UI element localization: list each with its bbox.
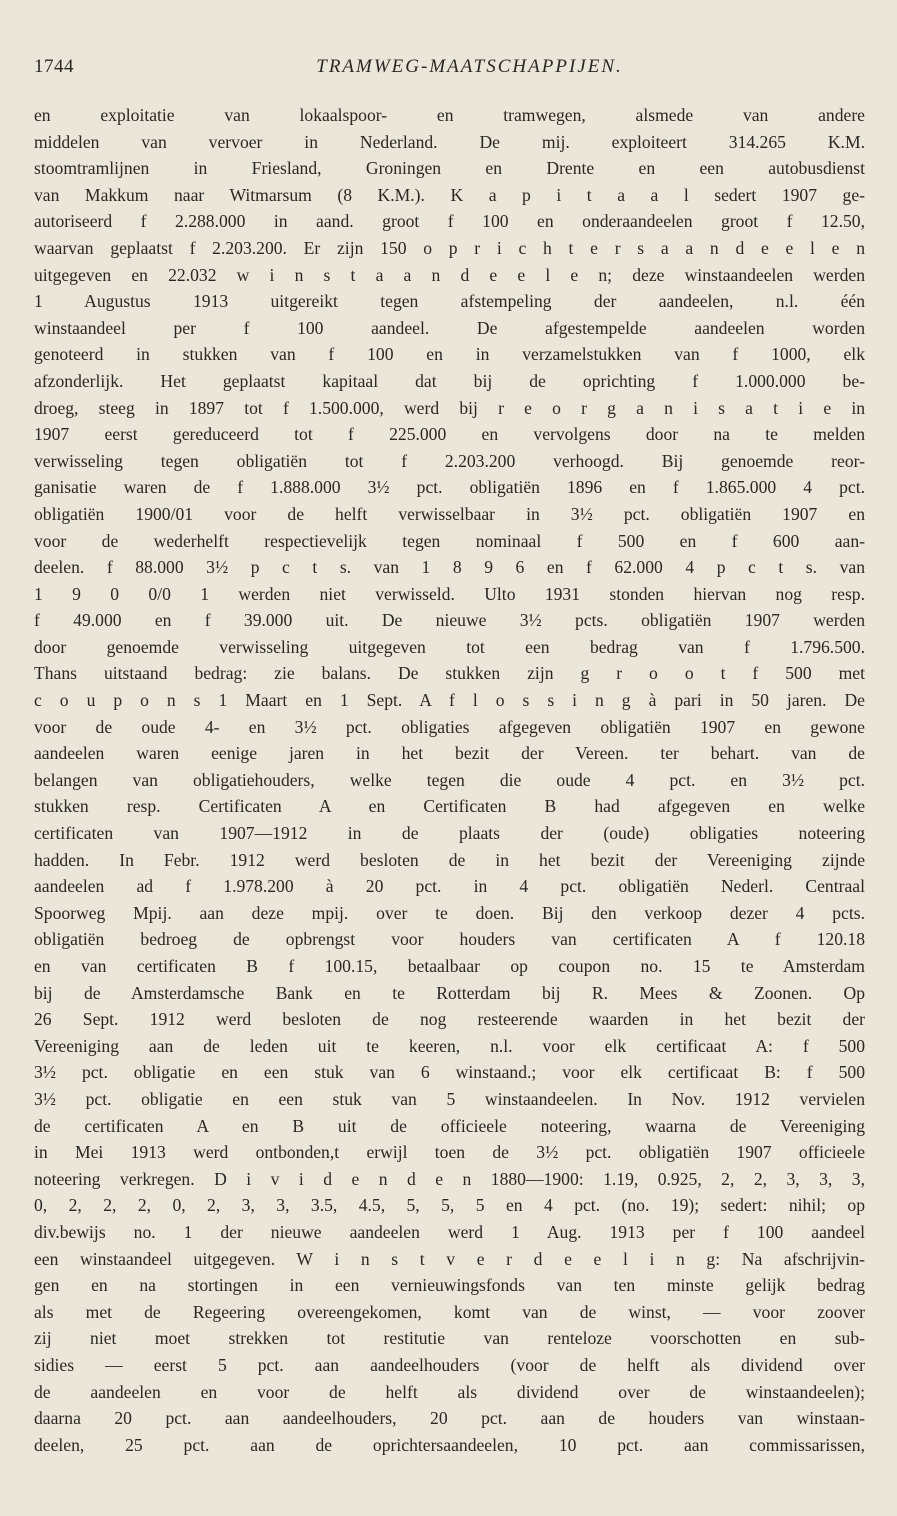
text-line: afzonderlijk. Het geplaatst kapitaal dat bij de oprichting f 1.000.000 be-: [34, 370, 865, 391]
text-line: 3½ pct. obligatie en een stuk van 5 winstaandeelen. In Nov. 1912 vervielen: [34, 1088, 865, 1109]
text-line: Vereeniging aan de leden uit te keeren, n.l. voor elk certificaat A: f 500: [34, 1035, 865, 1056]
text-line: certificaten van 1907—1912 in de plaats der (oude) obligaties noteering: [34, 823, 865, 844]
page-header: [34, 56, 865, 86]
text-line: 1907 eerst gereduceerd tot f 225.000 en vervolgens door na te melden: [34, 424, 865, 445]
text-line: 26 Sept. 1912 werd besloten de nog resteerende waarden in het bezit der: [34, 1009, 865, 1030]
text-line: middelen van vervoer in Nederland. De mij. exploiteert 314.265 K.M.: [34, 131, 865, 152]
text-line: deelen, 25 pct. aan de oprichtersaandeelen, 10 pct. aan commissarissen,: [34, 1434, 865, 1455]
text-line: voor de wederhelft respectievelijk tegen nominaal f 500 en f 600 aan-: [34, 530, 865, 551]
text-line: aandeelen ad f 1.978.200 à 20 pct. in 4 pct. obligatiën Nederl. Centraal: [34, 876, 865, 897]
body-text: [34, 102, 865, 1458]
text-line: 0, 2, 2, 2, 0, 2, 3, 3, 3.5, 4.5, 5, 5, 5 en 4 pct. (no. 19); sedert: nihil; op: [34, 1195, 865, 1216]
text-line: obligatiën 1900/01 voor de helft verwisselbaar in 3½ pct. obligatiën 1907 en: [34, 503, 865, 524]
text-line: bij de Amsterdamsche Bank en te Rotterdam bij R. Mees & Zoonen. Op: [34, 982, 865, 1003]
text-line: aandeelen waren eenige jaren in het bezit der Vereen. ter behart. van de: [34, 743, 865, 764]
text-line: genoteerd in stukken van f 100 en in verzamelstukken van f 1000, elk: [34, 344, 865, 365]
text-line: 1 9 0 0/0 1 werden niet verwisseld. Ulto 1931 stonden hiervan nog resp.: [34, 583, 865, 604]
text-line: zij niet moet strekken tot restitutie van renteloze voorschotten en sub-: [34, 1328, 865, 1349]
text-line: Spoorweg Mpij. aan deze mpij. over te doen. Bij den verkoop dezer 4 pcts.: [34, 902, 865, 923]
text-line: div.bewijs no. 1 der nieuwe aandeelen werd 1 Aug. 1913 per f 100 aandeel: [34, 1221, 865, 1242]
text-line: daarna 20 pct. aan aandeelhouders, 20 pct. aan de houders van winstaan-: [34, 1408, 865, 1429]
text-line: ganisatie waren de f 1.888.000 3½ pct. obligatiën 1896 en f 1.865.000 4 pct.: [34, 477, 865, 498]
text-line: belangen van obligatiehouders, welke tegen die oude 4 pct. en 3½ pct.: [34, 769, 865, 790]
text-line: de certificaten A en B uit de officieele noteering, waarna de Vereeniging: [34, 1115, 865, 1136]
page-number: 1744: [34, 56, 74, 77]
text-line: stoomtramlijnen in Friesland, Groningen en Drente en een autobusdienst: [34, 158, 865, 179]
text-line: en exploitatie van lokaalspoor- en tramwegen, alsmede van andere: [34, 105, 865, 125]
text-line: f 49.000 en f 39.000 uit. De nieuwe 3½ pcts. obligatiën 1907 werden: [34, 610, 865, 631]
text-line: stukken resp. Certificaten A en Certificaten B had afgegeven en welke: [34, 796, 865, 817]
text-line: uitgegeven en 22.032 w i n s t a a n d e e l e n; deze winstaandeelen werden: [34, 264, 865, 285]
text-line: een winstaandeel uitgegeven. W i n s t v e r d e e l i n g: Na afschrijvin-: [34, 1248, 865, 1269]
text-line: deelen. f 88.000 3½ p c t s. van 1 8 9 6 en f 62.000 4 p c t s. van: [34, 557, 865, 578]
text-line: Thans uitstaand bedrag: zie balans. De stukken zijn g r o o t f 500 met: [34, 663, 865, 684]
text-line: als met de Regeering overeengekomen, komt van de winst, — voor zoover: [34, 1301, 865, 1322]
text-line: droeg, steeg in 1897 tot f 1.500.000, werd bij r e o r g a n i s a t i e in: [34, 397, 865, 418]
text-line: van Makkum naar Witmarsum (8 K.M.). K a p i t a a l sedert 1907 ge-: [34, 184, 865, 205]
text-line: 1 Augustus 1913 uitgereikt tegen afstempeling der aandeelen, n.l. één: [34, 291, 865, 312]
text-line: autoriseerd f 2.288.000 in aand. groot f 100 en onderaandeelen groot f 12.50,: [34, 211, 865, 232]
text-line: obligatiën bedroeg de opbrengst voor houders van certificaten A f 120.18: [34, 929, 865, 950]
text-line: door genoemde verwisseling uitgegeven tot een bedrag van f 1.796.500.: [34, 636, 865, 657]
text-line: winstaandeel per f 100 aandeel. De afgestempelde aandeelen worden: [34, 317, 865, 338]
text-line: sidies — eerst 5 pct. aan aandeelhouders (voor de helft als dividend over: [34, 1354, 865, 1375]
text-line: 3½ pct. obligatie en een stuk van 6 winstaand.; voor elk certificaat B: f 500: [34, 1062, 865, 1083]
text-line: waarvan geplaatst f 2.203.200. Er zijn 150 o p r i c h t e r s a a n d e e l e n: [34, 237, 865, 258]
text-line: in Mei 1913 werd ontbonden,t erwijl toen de 3½ pct. obligatiën 1907 officieele: [34, 1142, 865, 1163]
text-line: gen en na stortingen in een vernieuwingsfonds van ten minste gelijk bedrag: [34, 1275, 865, 1296]
text-line: c o u p o n s 1 Maart en 1 Sept. A f l o s s i n g à pari in 50 jaren. De: [34, 690, 865, 711]
text-line: hadden. In Febr. 1912 werd besloten de in het bezit der Vereeniging zijnde: [34, 849, 865, 870]
text-line: verwisseling tegen obligatiën tot f 2.203.200 verhoogd. Bij genoemde reor-: [34, 450, 865, 471]
text-line: voor de oude 4- en 3½ pct. obligaties afgegeven obligatiën 1907 en gewone: [34, 716, 865, 737]
text-line: en van certificaten B f 100.15, betaalbaar op coupon no. 15 te Amsterdam: [34, 956, 865, 976]
running-title: TRAMWEG-MAATSCHAPPIJEN.: [316, 56, 623, 77]
text-line: de aandeelen en voor de helft als dividend over de winstaandeelen);: [34, 1381, 865, 1402]
text-line: noteering verkregen. D i v i d e n d e n 1880—1900: 1.19, 0.925, 2, 2, 3, 3, 3,: [34, 1168, 865, 1189]
